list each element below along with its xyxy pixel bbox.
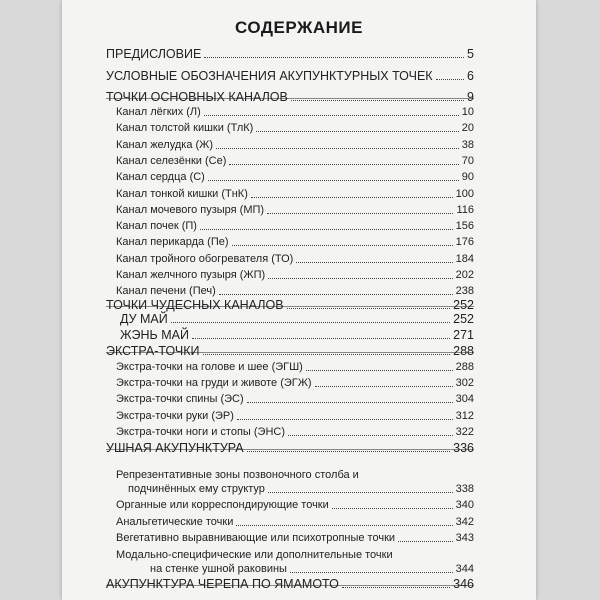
toc-entry[interactable] [116, 499, 474, 512]
dot-leader [315, 386, 453, 387]
toc-entry[interactable] [116, 204, 474, 217]
toc-entry[interactable] [116, 269, 474, 282]
toc-entry-label: Канал желудка (Ж) [116, 139, 213, 151]
toc-entry[interactable] [116, 532, 474, 545]
toc-page-number: 304 [455, 393, 474, 405]
toc-entry[interactable] [150, 563, 474, 576]
toc-entry[interactable] [116, 236, 474, 249]
dot-leader [247, 402, 453, 403]
dot-leader [290, 572, 453, 573]
toc-entry-label: на стенке ушной раковины [150, 563, 287, 575]
toc-entry-label: Канал печени (Печ) [116, 285, 216, 297]
dot-leader [171, 322, 450, 323]
toc-page-number: 322 [455, 426, 474, 438]
toc-page-number: 344 [455, 563, 474, 575]
toc-entry-label: Канал толстой кишки (ТлК) [116, 122, 254, 134]
toc-entry-label: ТОЧКИ ОСНОВНЫХ КАНАЛОВ [106, 90, 288, 104]
toc-page-number: 5 [467, 47, 474, 61]
toc-page-number: 288 [455, 361, 474, 373]
toc-page-number: 252 [453, 312, 474, 326]
toc-page-number: 156 [455, 220, 474, 232]
toc-entry[interactable] [106, 47, 474, 61]
dot-leader [203, 354, 451, 355]
toc-entry-label: УСЛОВНЫЕ ОБОЗНАЧЕНИЯ АКУПУНКТУРНЫХ ТОЧЕК [106, 69, 433, 83]
toc-page-number: 176 [455, 236, 474, 248]
toc-entry[interactable] [106, 298, 474, 312]
dot-leader [332, 508, 453, 509]
toc-entry-label: Экстра-точки ноги и стопы (ЭНС) [116, 426, 285, 438]
toc-page-number: 342 [455, 516, 474, 528]
toc-entry[interactable] [128, 483, 474, 496]
toc-entry[interactable] [106, 69, 474, 83]
toc-entry[interactable] [106, 577, 474, 591]
toc-page-number: 343 [455, 532, 474, 544]
toc-entry[interactable] [116, 410, 474, 423]
dot-leader [288, 435, 453, 436]
toc-page-number: 202 [455, 269, 474, 281]
toc-entry-label-line1: Модально-специфические или дополнительные точки [116, 549, 393, 561]
toc-entry-label: ДУ МАЙ [120, 312, 168, 326]
dot-leader [237, 419, 453, 420]
toc-entry-label: Канал перикарда (Пе) [116, 236, 229, 248]
toc-page-number: 252 [453, 298, 474, 312]
toc-entry[interactable] [116, 122, 474, 135]
toc-entry[interactable] [120, 312, 474, 326]
toc-entry-label: ЖЭНЬ МАЙ [120, 328, 189, 342]
toc-entry-label: Канал тонкой кишки (ТнК) [116, 188, 248, 200]
toc-page-number: 288 [453, 344, 474, 358]
toc-page-number: 271 [453, 328, 474, 342]
dot-leader [296, 262, 452, 263]
dot-leader [342, 587, 450, 588]
toc-entry-label: Экстра-точки на груди и животе (ЭГЖ) [116, 377, 312, 389]
dot-leader [291, 100, 464, 101]
toc-page-number: 238 [455, 285, 474, 297]
dot-leader [216, 148, 459, 149]
toc-page-number: 302 [455, 377, 474, 389]
toc-page-number: 346 [453, 577, 474, 591]
dot-leader [436, 79, 464, 80]
dot-leader [287, 308, 451, 309]
toc-entry-label: Канал тройного обогревателя (ТО) [116, 253, 294, 265]
toc-entry[interactable] [116, 188, 474, 201]
dot-leader [256, 131, 458, 132]
toc-page-number: 10 [461, 106, 474, 118]
toc-entry-label: Канал мочевого пузыря (МП) [116, 204, 265, 216]
dot-leader [251, 197, 453, 198]
toc-entry[interactable] [116, 171, 474, 184]
toc-entry[interactable] [106, 90, 474, 104]
toc-page-number: 6 [467, 69, 474, 83]
toc-page-number: 184 [455, 253, 474, 265]
toc-entry-label: Вегетативно выравнивающие или психотропные точки [116, 532, 396, 544]
book-page [62, 0, 536, 600]
toc-page-number: 90 [461, 171, 474, 183]
dot-leader [398, 541, 453, 542]
toc-entry-label: Экстра-точки на голове и шее (ЭГШ) [116, 361, 303, 373]
toc-entry-label: Канал лёгких (Л) [116, 106, 201, 118]
toc-page-number: 100 [455, 188, 474, 200]
toc-entry[interactable] [116, 516, 474, 529]
dot-leader [232, 245, 453, 246]
toc-entry-label: подчинённых ему структур [128, 483, 265, 495]
dot-leader [192, 338, 450, 339]
toc-entry-label-line1: Репрезентативные зоны позвоночного столба и [116, 469, 359, 481]
toc-entry-label: Канал почек (П) [116, 220, 197, 232]
dot-leader [247, 451, 451, 452]
toc-page-number: 340 [455, 499, 474, 511]
dot-leader [219, 294, 453, 295]
toc-page-number: 312 [455, 410, 474, 422]
toc-page-number: 9 [467, 90, 474, 104]
page-title: СОДЕРЖАНИЕ [235, 18, 363, 37]
toc-entry-label: ПРЕДИСЛОВИЕ [106, 47, 202, 61]
toc-entry-label: ЭКСТРА-ТОЧКИ [106, 344, 200, 358]
toc-entry-label: ТОЧКИ ЧУДЕСНЫХ КАНАЛОВ [106, 298, 284, 312]
dot-leader [267, 213, 453, 214]
dot-leader [236, 525, 452, 526]
toc-page-number: 336 [453, 441, 474, 455]
dot-leader [306, 370, 453, 371]
toc-entry[interactable] [116, 139, 474, 152]
toc-entry-label: Органные или корреспондирующие точки [116, 499, 329, 511]
toc-entry[interactable] [106, 441, 474, 455]
toc-entry-label: Канал желчного пузыря (ЖП) [116, 269, 266, 281]
toc-entry[interactable] [116, 426, 474, 439]
toc-entry[interactable] [116, 377, 474, 390]
dot-leader [204, 57, 464, 58]
toc-entry[interactable] [106, 344, 474, 358]
toc-entry[interactable] [116, 253, 474, 266]
toc-entry[interactable] [116, 393, 474, 406]
dot-leader [229, 164, 458, 165]
toc-page-number: 70 [461, 155, 474, 167]
toc-entry-label: Экстра-точки руки (ЭР) [116, 410, 234, 422]
toc-entry[interactable] [116, 106, 474, 119]
table-of-contents [62, 0, 536, 600]
dot-leader [268, 278, 452, 279]
toc-page-number: 338 [455, 483, 474, 495]
toc-page-number: 20 [461, 122, 474, 134]
toc-entry[interactable] [116, 155, 474, 168]
toc-page-number: 116 [456, 204, 474, 216]
toc-entry-label: Канал сердца (С) [116, 171, 205, 183]
toc-entry-label: УШНАЯ АКУПУНКТУРА [106, 441, 244, 455]
toc-entry[interactable] [116, 285, 474, 298]
toc-entry[interactable] [120, 328, 474, 342]
toc-entry-label: Экстра-точки спины (ЭС) [116, 393, 244, 405]
dot-leader [268, 492, 453, 493]
toc-entry-label: АКУПУНКТУРА ЧЕРЕПА ПО ЯМАМОТО [106, 577, 339, 591]
toc-page-number: 38 [461, 139, 474, 151]
dot-leader [204, 115, 459, 116]
toc-entry-label: Анальгетические точки [116, 516, 234, 528]
toc-entry[interactable] [116, 220, 474, 233]
toc-entry-label: Канал селезёнки (Се) [116, 155, 227, 167]
dot-leader [208, 180, 459, 181]
dot-leader [200, 229, 453, 230]
toc-entry[interactable] [116, 361, 474, 374]
